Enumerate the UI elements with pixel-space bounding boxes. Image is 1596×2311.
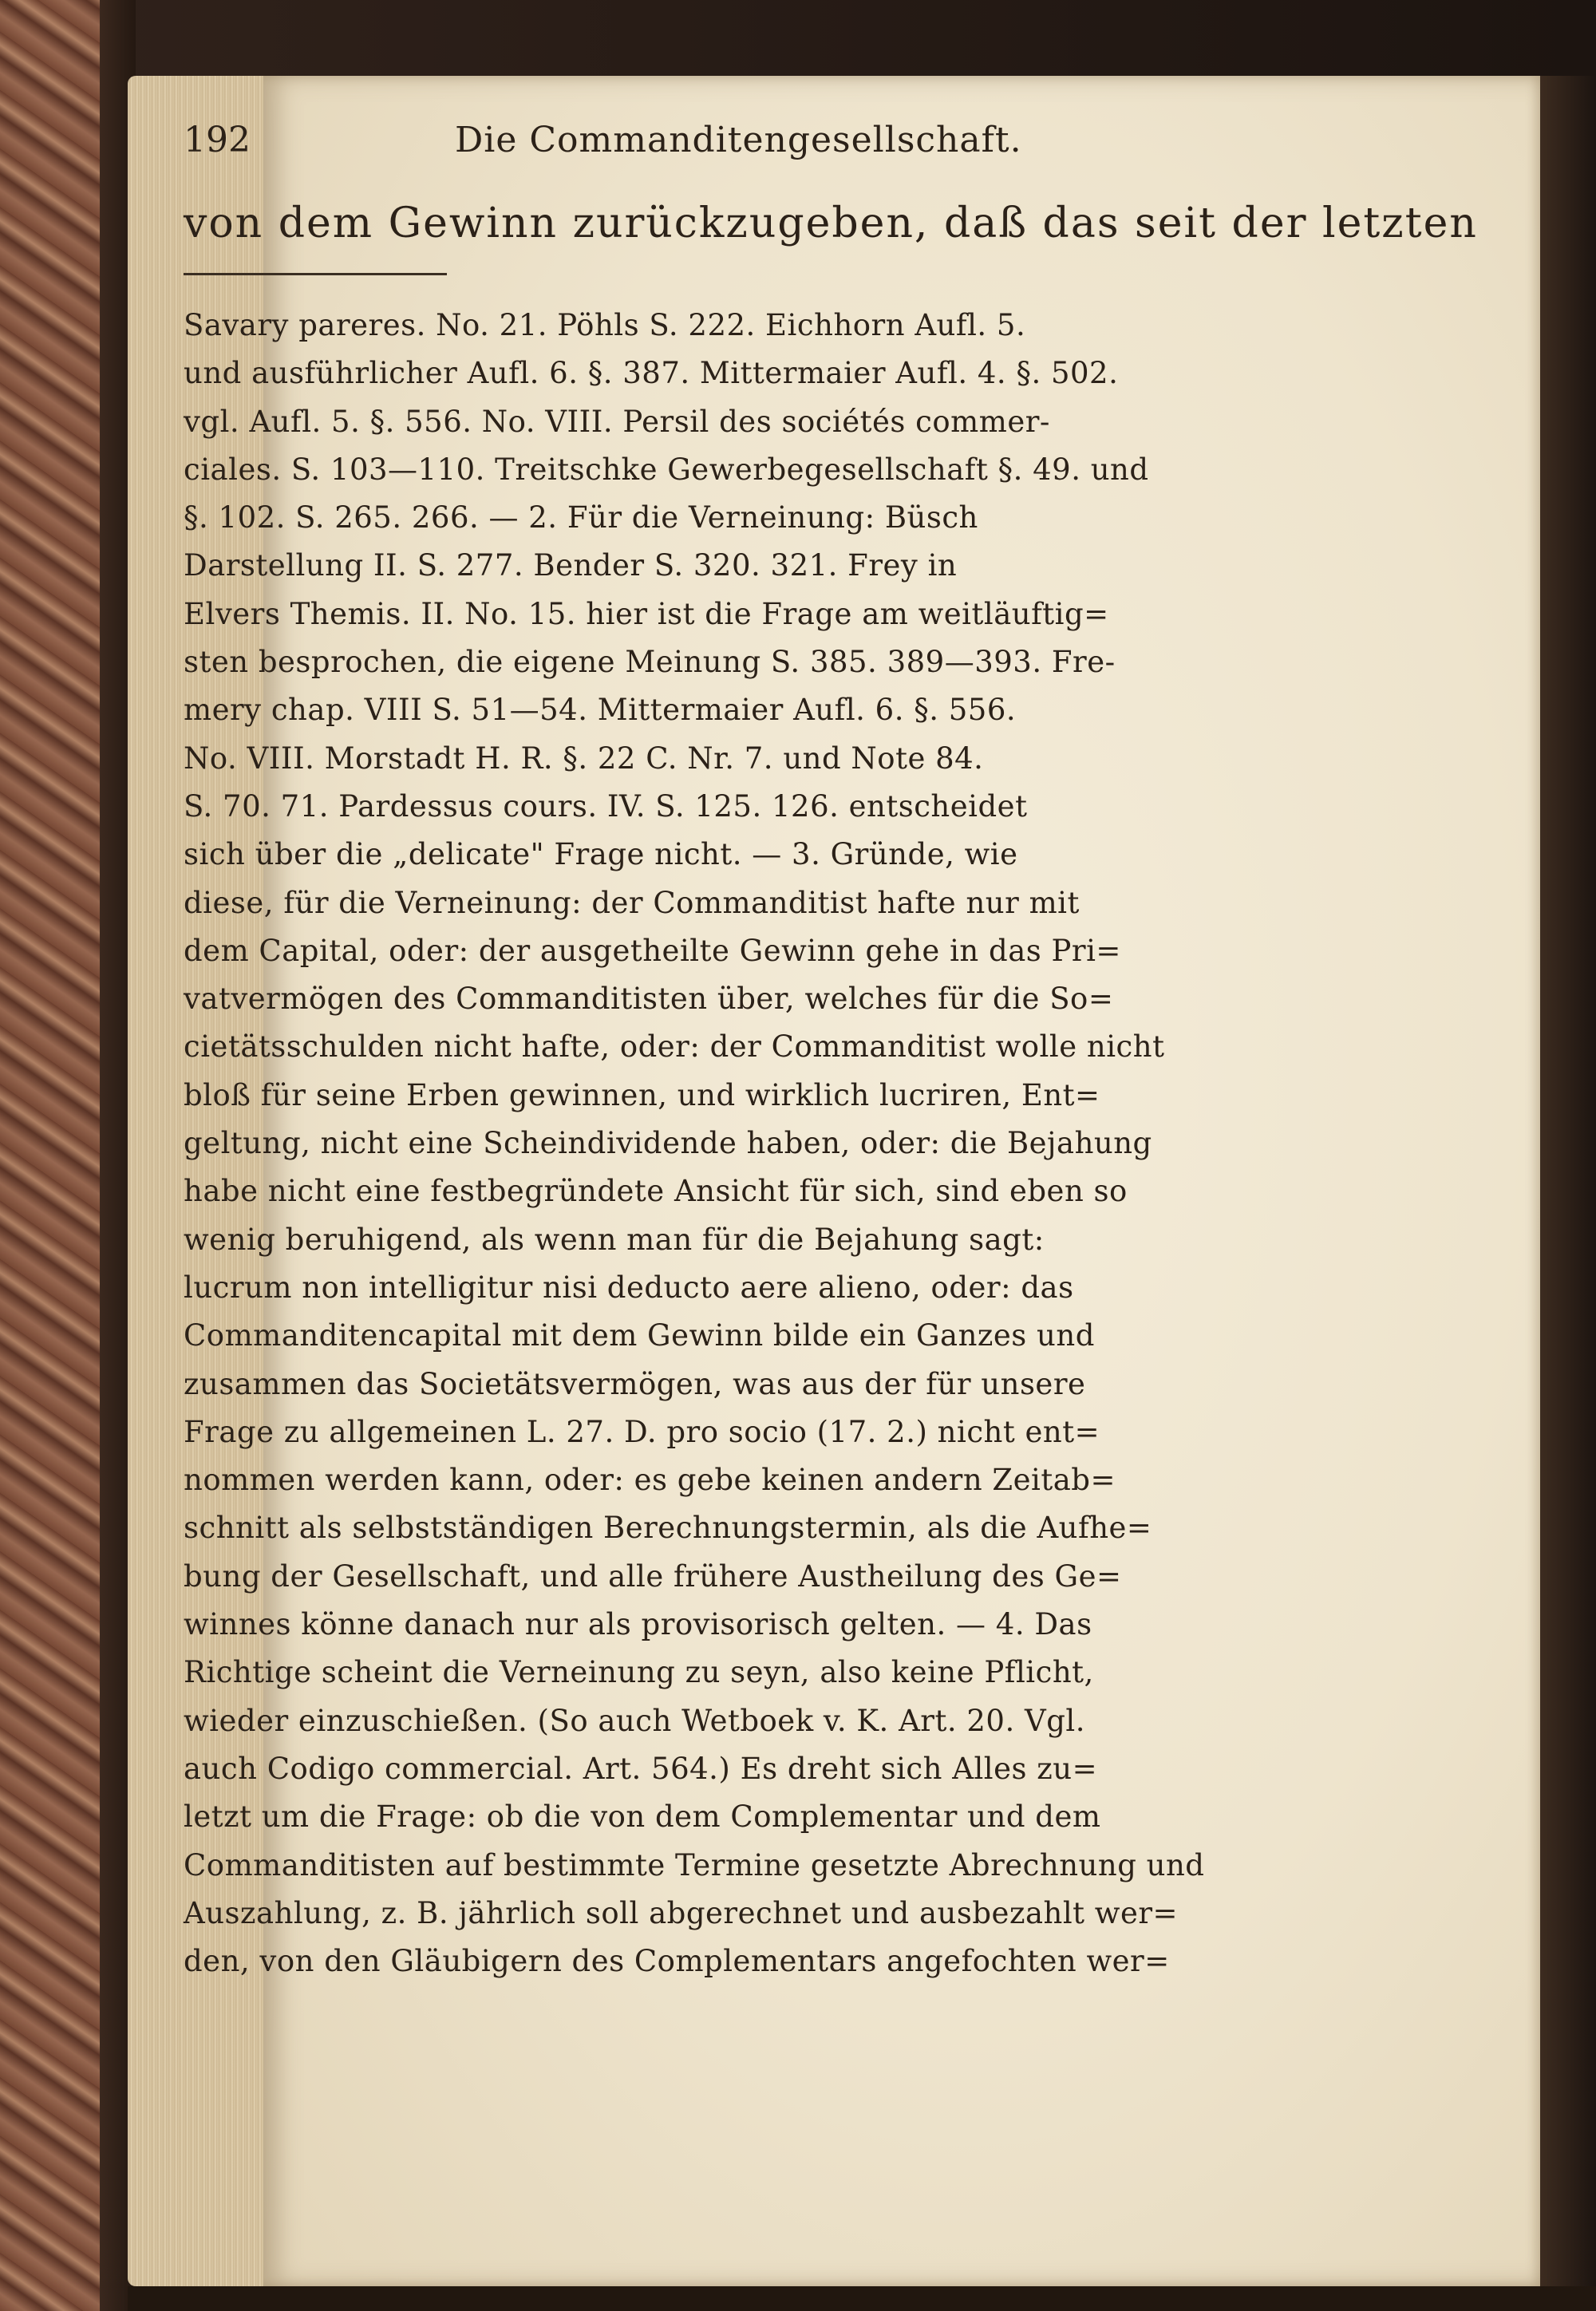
footnote-rule bbox=[184, 273, 447, 275]
footnote-line: Savary pareres. No. 21. Pöhls S. 222. Eichhorn Aufl. 5. bbox=[184, 308, 1026, 342]
footnote-line: nommen werden kann, oder: es gebe keinen andern Zeitab= bbox=[184, 1463, 1116, 1498]
footnote-line: wenig beruhigend, als wenn man für die Bejahung sagt: bbox=[184, 1222, 1045, 1257]
footnote-line: S. 70. 71. Pardessus cours. IV. S. 125. 126. entscheidet bbox=[184, 788, 1028, 824]
footnote-line: geltung, nicht eine Scheindividende haben, oder: die Bejahung bbox=[184, 1126, 1152, 1161]
footnote-line: Frage zu allgemeinen L. 27. D. pro socio (17. 2.) nicht ent= bbox=[184, 1414, 1100, 1449]
footnote-line: bloß für seine Erben gewinnen, und wirklich lucriren, Ent= bbox=[184, 1077, 1100, 1112]
footnote-line: auch Codigo commercial. Art. 564.) Es dreht sich Alles zu= bbox=[184, 1751, 1098, 1786]
body-text-line: von dem Gewinn zurückzugeben, daß das seit der letzten bbox=[184, 199, 1478, 247]
footnote-line: bung der Gesellschaft, und alle frühere Austheilung des Ge= bbox=[184, 1558, 1122, 1594]
footnote-line: Commanditisten auf bestimmte Termine gesetzte Abrechnung und bbox=[184, 1847, 1205, 1882]
footnote-line: sten besprochen, die eigene Meinung S. 385. 389—393. Fre- bbox=[184, 645, 1116, 680]
footnote-line: schnitt als selbstständigen Berechnungstermin, als die Aufhe= bbox=[184, 1511, 1152, 1546]
footnote-line: No. VIII. Morstadt H. R. §. 22 C. Nr. 7. und Note 84. bbox=[184, 741, 984, 776]
footnote-line: den, von den Gläubigern des Complementars angefochten wer= bbox=[184, 1944, 1170, 1979]
footnote-line: Auszahlung, z. B. jährlich soll abgerechnet und ausbezahlt wer= bbox=[184, 1895, 1179, 1930]
footnote-line: und ausführlicher Aufl. 6. §. 387. Mittermaier Aufl. 4. §. 502. bbox=[184, 356, 1119, 391]
footnote-line: habe nicht eine festbegründete Ansicht für sich, sind eben so bbox=[184, 1174, 1128, 1209]
bottom-edge bbox=[128, 2286, 1596, 2311]
footnote-line: §. 102. S. 265. 266. — 2. Für die Verneinung: Büsch bbox=[184, 500, 978, 535]
footnote-line: wieder einzuschießen. (So auch Wetboek v. K. Art. 20. Vgl. bbox=[184, 1703, 1085, 1738]
footnote-line: letzt um die Frage: ob die von dem Complementar und dem bbox=[184, 1799, 1101, 1835]
footnote-line: mery chap. VIII S. 51—54. Mittermaier Aufl. 6. §. 556. bbox=[184, 693, 1017, 728]
footnote bbox=[184, 302, 1221, 1985]
footnote-line: vgl. Aufl. 5. §. 556. No. VIII. Persil des sociétés commer- bbox=[184, 404, 1050, 439]
running-title: Die Commanditengesellschaft. bbox=[455, 120, 1022, 160]
page-shadow bbox=[1540, 76, 1596, 2286]
footnote-line: sich über die „delicate" Frage nicht. — 3. Gründe, wie bbox=[184, 837, 1018, 872]
footnote-line: zusammen das Societätsvermögen, was aus der für unsere bbox=[184, 1366, 1086, 1401]
footnote-line: diese, für die Verneinung: der Commanditist hafte nur mit bbox=[184, 885, 1080, 920]
footnote-line: winnes könne danach nur als provisorisch gelten. — 4. Das bbox=[184, 1607, 1092, 1642]
footnote-line: dem Capital, oder: der ausgetheilte Gewinn gehe in das Pri= bbox=[184, 933, 1121, 968]
footnote-line: Darstellung II. S. 277. Bender S. 320. 321. Frey in bbox=[184, 548, 958, 583]
footnote-line: Elvers Themis. II. No. 15. hier ist die Frage am weitläuftig= bbox=[184, 596, 1109, 631]
footnote-line: vatvermögen des Commanditisten über, welches für die So= bbox=[184, 982, 1114, 1017]
footnote-line: cietätsschulden nicht hafte, oder: der Commanditist wolle nicht bbox=[184, 1029, 1165, 1065]
footnote-line: ciales. S. 103—110. Treitschke Gewerbegesellschaft §. 49. und bbox=[184, 452, 1149, 487]
footnote-line: lucrum non intelligitur nisi deducto aere alieno, oder: das bbox=[184, 1270, 1074, 1305]
footnote-line: Richtige scheint die Verneinung zu seyn, also keine Pflicht, bbox=[184, 1655, 1094, 1690]
page-number: 192 bbox=[184, 120, 251, 160]
footnote-line: Commanditencapital mit dem Gewinn bilde ein Ganzes und bbox=[184, 1318, 1095, 1353]
